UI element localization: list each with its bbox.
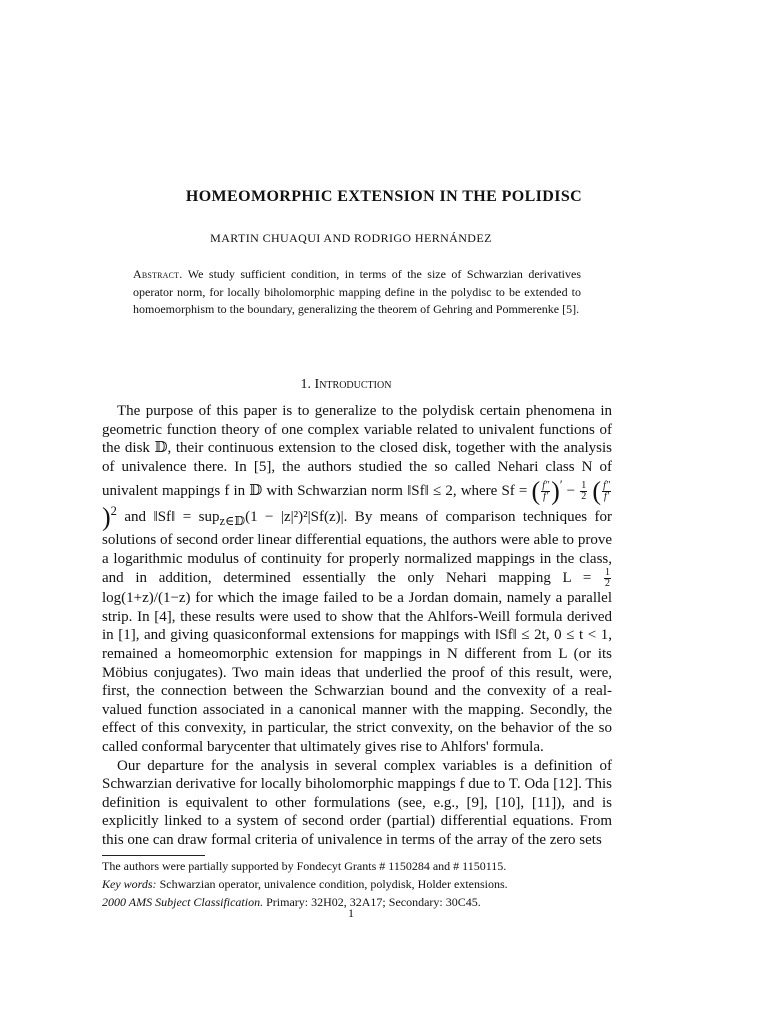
paragraph-1-part-b: and ‖Sf‖ = sup	[124, 509, 220, 526]
section-title: Introduction	[314, 377, 392, 392]
paragraph-2: Our departure for the analysis in several complex variables is a definition of Schwarzian derivative for locally biholomorphic mappings f due to T. Oda [12]. This definition is equivalent to other formulations (see, e.g., [9], [10], [11]), and is explicitly linked to a system of second order (partial) differential equations. From this one can draw formal criteria of univalence in terms of the array of the zero sets	[102, 757, 612, 848]
paragraph-1-part-d: log(1+z)/(1−z) for which the image failed to be a Jordan domain, namely a parallel strip. In [4], these results were used to show that the Ahlfors-Weill formula derived in [1], and giving quasiconformal extensions for mappings with ‖Sf‖ ≤ 2t, 0 ≤ t < 1, remained a homeomorphic extension for mappings in N different from L (or its Möbius conjugates). Two main ideas that underlied the proof of this result, were, first, the connection between the Schwarzian bound and the convexity of a real-valued function associated in a canonical manner with the mapping. Secondly, the effect of this convexity, in particular, the strict convexity, on the behavior of the so called conformal barycenter that ultimately gives rise to Ahlfors' formula.	[102, 590, 612, 755]
section-heading	[0, 377, 692, 393]
paragraph-1-part-a: The purpose of this paper is to generalize to the polydisk certain phenomena in geometric function theory of one complex variable related to univalent functions of the disk 𝔻, their continuous extension to the closed disk, together with the analysis of univalence there. In [5], the authors studied the so called Nehari class N of univalent mappings f in 𝔻 with Schwarzian norm ‖Sf‖ ≤ 2, where Sf =	[102, 403, 612, 500]
footnote-rule	[102, 855, 205, 856]
fraction-fpp-over-fp: $\frac{f''}{f'}$	[542, 480, 550, 503]
sup-subscript: z∈𝔻	[219, 514, 246, 529]
fraction-fpp-over-fp-2: $\frac{f''}{f'}$	[603, 480, 611, 503]
abstract	[133, 266, 581, 319]
paragraph-1: The purpose of this paper is to generalize to the polydisk certain phenomena in geometric function theory of one complex variable related to univalent functions of the disk 𝔻, their continuous extension to the closed disk, together with the analysis of univalence there. In [5], the authors studied the so called Nehari class N of univalent mappings f in 𝔻 with Schwarzian norm ‖Sf‖ ≤ 2, where Sf = ( $\frac{f''}{f'}$ )′ − $\frac{1}{2}$ ( $\frac{f''}{f'}$ )$^2$ and ‖Sf‖ = sup$_{z\in 𝔻}$(1 − |z|²)²|Sf(z)|. By means of comparison techniques for solutions of second order linear differential equations, the authors were able to prove a logarithmic modulus of continuity for properly normalized mappings in the class, and in addition, determined essentially the only Nehari mapping L = $\frac{1}{2}$ log(1+z)/(1−z) for which the image failed to be a Jordan domain, namely a parallel strip. In [4], these results were used to show that the Ahlfors-Weill formula derived in [1], and giving quasiconformal extensions for mappings with ‖Sf‖ ≤ 2t, 0 ≤ t < 1, remained a homeomorphic extension for mappings in N different from L (or its Möbius conjugates). Two main ideas that underlied the proof of this result, were, first, the connection between the Schwarzian bound and the convexity of a real-valued function associated in a canonical manner with the mapping. Secondly, the effect of this convexity, in particular, the strict convexity, on the behavior of the so called conformal barycenter that ultimately gives rise to Ahlfors' formula.	[102, 403, 613, 755]
body-text	[102, 402, 612, 850]
fraction-one-half-2: $\frac{1}{2}$	[605, 567, 611, 590]
abstract-text: We study sufficient condition, in terms of the size of Schwarzian derivatives operator norm, for locally biholomorphic mapping define in the polydisc to be extended to homoemorphism to the boundary, generalizing the theorem of Gehring and Pommerenke [5].	[133, 267, 581, 317]
paper-title: HOMEOMORPHIC EXTENSION IN THE POLIDISC	[185, 188, 583, 205]
abstract-label: Abstract.	[133, 267, 183, 281]
footnote-keywords: Key words: Schwarzian operator, univalence condition, polydisk, Holder extensions.	[102, 876, 508, 891]
page-number: 1	[348, 906, 354, 920]
paper-authors: MARTIN CHUAQUI AND RODRIGO HERNÁNDEZ	[210, 231, 492, 245]
paragraph-1-part-c: (1 − |z|²)²|Sf(z)|. By means of comparison techniques for solutions of second order linear differential equations, the authors were able to prove a logarithmic modulus of continuity for properly normalized mappings in the class, and in addition, determined essentially the only Nehari mapping L =	[102, 509, 613, 587]
fraction-one-half: $\frac{1}{2}$	[581, 480, 587, 503]
section-number: 1.	[300, 377, 312, 392]
footnote-funding: The authors were partially supported by Fondecyt Grants # 1150284 and # 1150115.	[102, 859, 507, 873]
footnotes	[102, 858, 612, 911]
footnote-classification: 2000 AMS Subject Classification. Primary: 32H02, 32A17; Secondary: 30C45.	[102, 894, 481, 909]
